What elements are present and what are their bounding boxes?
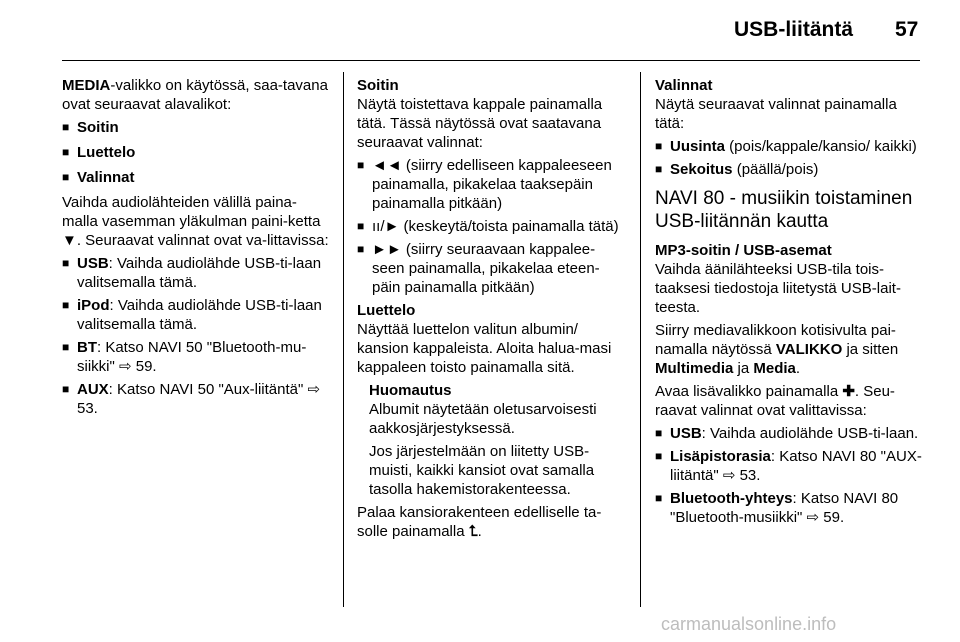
list-item-aux: ■ AUX: Katso NAVI 50 "Aux-liitäntä" ⇨ 53. — [62, 380, 330, 418]
list-item-uusinta: ■ Uusinta (pois/kappale/kansio/ kaikki) — [655, 137, 923, 156]
luettelo-heading: Luettelo — [357, 302, 416, 319]
list-item-ipod: ■ iPod: Vaihda audiolähde USB-ti-laan valitsemalla tämä. — [62, 296, 330, 334]
extra-menu-paragraph: Avaa lisävalikko painamalla ✚. Seu-raavat valinnat ovat valittavissa: — [655, 383, 895, 419]
return-paragraph: Palaa kansiorakenteen edelliselle ta-solle painamalla ⮤. — [357, 504, 602, 540]
note-box — [357, 381, 627, 499]
page-number: 57 — [895, 18, 919, 41]
column-1 — [62, 76, 330, 422]
column-divider-2 — [640, 72, 641, 607]
source-paragraph: Vaihda audiolähteiden välillä paina-malla vasemman yläkulman paini-ketta ▼. Seuraavat valinnat ovat va-littavissa: — [62, 194, 329, 249]
header-title: USB-liitäntä — [734, 18, 854, 41]
column-3 — [655, 76, 923, 531]
list-item-aux-80: ■ Lisäpistorasia: Katso NAVI 80 "AUX-liitäntä" ⇨ 53. — [655, 447, 923, 485]
watermark: carmanualsonline.info — [661, 614, 837, 634]
note-paragraph-2: Jos järjestelmään on liitetty USB-muisti, kaikki kansiot ovat samalla tasolla hakemistorakenteessa. — [369, 443, 595, 498]
intro-paragraph: MEDIA-valikko on käytössä, saa-tavana ovat seuraavat alavalikot: — [62, 77, 328, 113]
menu-item-valinnat: ■ Valinnat — [62, 168, 330, 187]
note-paragraph-1: Albumit näytetään oletusarvoisesti aakkosjärjestyksessä. — [369, 401, 597, 437]
list-item-usb: ■ USB: Vaihda audiolähde USB-ti-laan valitsemalla tämä. — [62, 254, 330, 292]
usb-mode-paragraph: Vaihda äänilähteeksi USB-tila tois-taaksesi tiedostoja liitetystä USB-lait-teesta. — [655, 261, 901, 316]
play-pause-icon: ıı/► — [372, 218, 400, 235]
media-menu-paragraph: Siirry mediavalikkoon kotisivulta pai-namalla näytössä VALIKKO ja sitten Multimedia ja Media. — [655, 322, 899, 377]
return-arrow-icon: ⮤ — [468, 523, 478, 540]
list-item-usb-80: ■ USB: Vaihda audiolähde USB-ti-laan. — [655, 424, 923, 443]
soitin-heading: Soitin — [357, 77, 399, 94]
valinnat-text: Näytä seuraavat valinnat painamalla tätä: — [655, 96, 897, 132]
column-divider-1 — [343, 72, 344, 607]
header-rule — [62, 60, 920, 61]
media-label: MEDIA — [62, 77, 111, 94]
list-item-bluetooth-80: ■ Bluetooth-yhteys: Katso NAVI 80 "Bluetooth-musiikki" ⇨ 59. — [655, 489, 923, 527]
sub-heading: MP3-soitin / USB-asemat — [655, 242, 832, 259]
list-item-next: ■ ►► (siirry seuraavaan kappalee-seen painamalla, pikakelaa eteen-päin painamalla pitkään) — [357, 240, 627, 297]
note-heading: Huomautus — [369, 382, 452, 399]
menu-item-soitin: ■ Soitin — [62, 118, 330, 137]
list-item-bt: ■ BT: Katso NAVI 50 "Bluetooth-mu-siikki" ⇨ 59. — [62, 338, 330, 376]
valinnat-heading: Valinnat — [655, 77, 713, 94]
luettelo-text: Näyttää luettelon valitun albumin/ kansion kappaleista. Aloita halua-masi kappaleen toisto painamalla sitä. — [357, 321, 612, 376]
fast-forward-icon: ►► — [372, 241, 402, 258]
menu-item-luettelo: ■ Luettelo — [62, 143, 330, 162]
list-item-sekoitus: ■ Sekoitus (päällä/pois) — [655, 160, 923, 179]
section-title: NAVI 80 - musiikin toistaminen USB-liitännän kautta — [655, 188, 913, 232]
list-item-previous: ■ ◄◄ (siirry edelliseen kappaleeseen painamalla, pikakelaa taaksepäin painamalla pitkään) — [357, 156, 627, 213]
soitin-text: Näytä toistettava kappale painamalla tätä. Tässä näytössä ovat saatavana seuraavat valinnat: — [357, 96, 603, 151]
plus-icon: ✚ — [842, 383, 855, 400]
rewind-icon: ◄◄ — [372, 157, 402, 174]
column-2 — [357, 76, 627, 545]
list-item-play-pause: ■ ıı/► (keskeytä/toista painamalla tätä) — [357, 217, 627, 236]
